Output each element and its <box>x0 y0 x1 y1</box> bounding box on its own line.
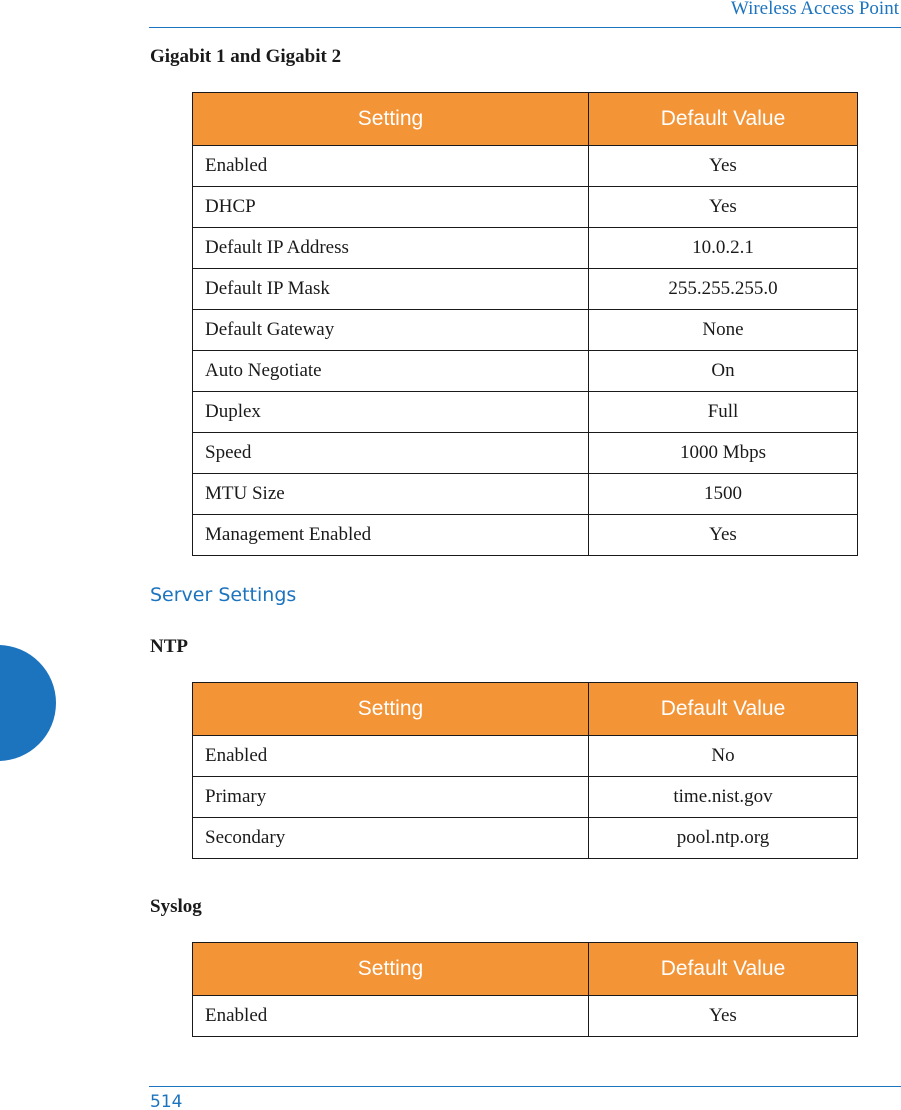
setting-cell: Enabled <box>193 996 589 1037</box>
table-row <box>193 777 858 818</box>
setting-cell: Management Enabled <box>193 515 589 556</box>
setting-cell: Duplex <box>193 392 589 433</box>
table-header-row <box>193 943 858 996</box>
value-cell: On <box>589 351 858 392</box>
value-cell: Yes <box>589 146 858 187</box>
setting-cell: Enabled <box>193 736 589 777</box>
setting-cell: Secondary <box>193 818 589 859</box>
setting-cell: Default Gateway <box>193 310 589 351</box>
header-rule <box>149 27 901 28</box>
table-row <box>193 515 858 556</box>
table-row <box>193 146 858 187</box>
table-row <box>193 351 858 392</box>
value-cell: Full <box>589 392 858 433</box>
table-row <box>193 474 858 515</box>
value-cell: Yes <box>589 996 858 1037</box>
page-number: 514 <box>150 1092 183 1110</box>
table-row <box>193 818 858 859</box>
server-settings-heading: Server Settings <box>150 584 297 606</box>
table-row <box>193 996 858 1037</box>
gigabit-table <box>192 92 858 556</box>
setting-cell: Auto Negotiate <box>193 351 589 392</box>
table-row <box>193 228 858 269</box>
column-header-default-value: Default Value <box>589 683 858 736</box>
value-cell: 1000 Mbps <box>589 433 858 474</box>
value-cell: None <box>589 310 858 351</box>
value-cell: No <box>589 736 858 777</box>
footer-rule <box>149 1086 901 1087</box>
column-header-default-value: Default Value <box>589 93 858 146</box>
table-row <box>193 310 858 351</box>
value-cell: Yes <box>589 187 858 228</box>
value-cell: 255.255.255.0 <box>589 269 858 310</box>
value-cell: 10.0.2.1 <box>589 228 858 269</box>
table-header-row <box>193 93 858 146</box>
value-cell: time.nist.gov <box>589 777 858 818</box>
table-row <box>193 269 858 310</box>
table-row <box>193 433 858 474</box>
setting-cell: Default IP Address <box>193 228 589 269</box>
value-cell: Yes <box>589 515 858 556</box>
value-cell: pool.ntp.org <box>589 818 858 859</box>
gigabit-heading: Gigabit 1 and Gigabit 2 <box>150 46 342 67</box>
ntp-heading: NTP <box>150 636 188 657</box>
column-header-default-value: Default Value <box>589 943 858 996</box>
syslog-heading: Syslog <box>150 896 202 917</box>
chapter-tab <box>0 645 56 761</box>
setting-cell: Primary <box>193 777 589 818</box>
table-row <box>193 392 858 433</box>
setting-cell: Speed <box>193 433 589 474</box>
syslog-table <box>192 942 858 1037</box>
value-cell: 1500 <box>589 474 858 515</box>
column-header-setting: Setting <box>193 943 589 996</box>
running-header-title: Wireless Access Point <box>730 0 899 19</box>
setting-cell: Default IP Mask <box>193 269 589 310</box>
table-row <box>193 187 858 228</box>
column-header-setting: Setting <box>193 683 589 736</box>
table-row <box>193 736 858 777</box>
setting-cell: MTU Size <box>193 474 589 515</box>
ntp-table <box>192 682 858 859</box>
column-header-setting: Setting <box>193 93 589 146</box>
setting-cell: Enabled <box>193 146 589 187</box>
setting-cell: DHCP <box>193 187 589 228</box>
table-header-row <box>193 683 858 736</box>
